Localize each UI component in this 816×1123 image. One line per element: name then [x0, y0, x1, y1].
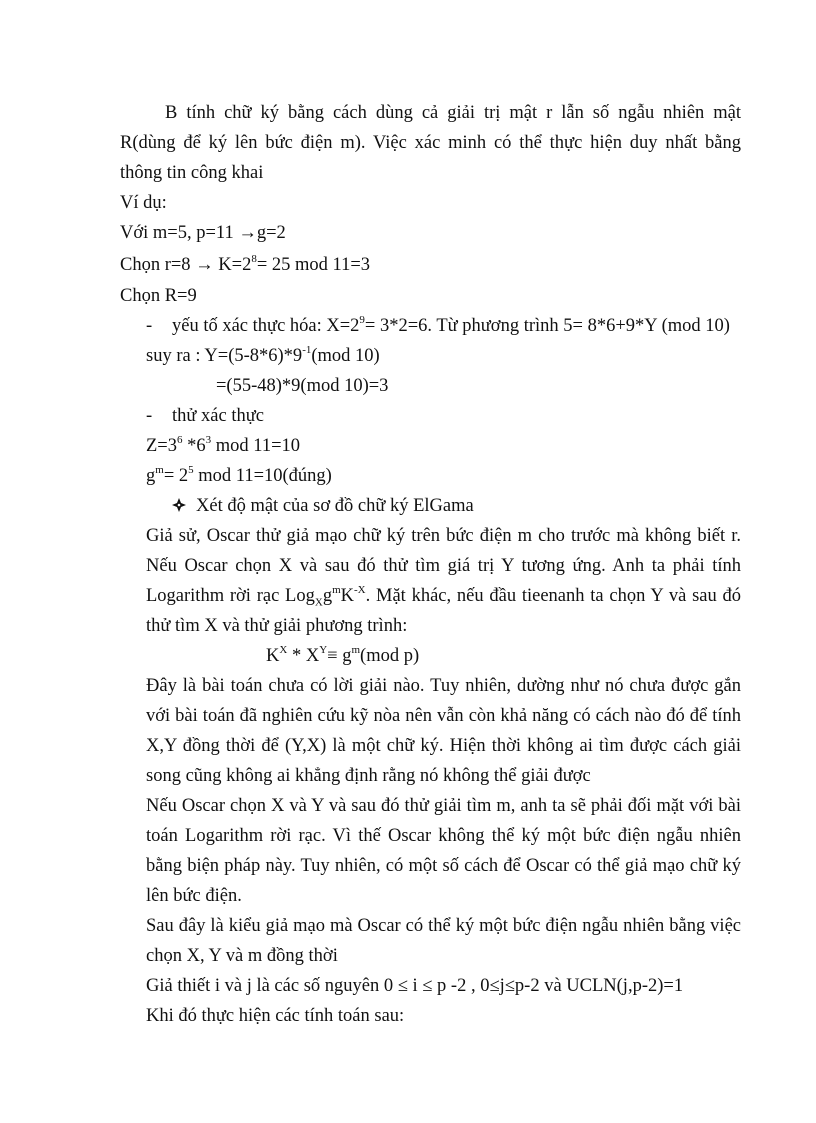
paragraph-line: song cũng không ai khẳng định rằng nó không thể giải được: [146, 766, 591, 786]
paragraph-line: Sau đây là kiểu giả mạo mà Oscar có thể ký một bức điện ngẫu nhiên bằng việc: [146, 916, 741, 936]
example-line: Chọn $r=8 \to K=2^8= 25$ mod 11=3: [120, 252, 371, 275]
example-line: Chọn R=9: [120, 286, 197, 306]
dash-list-item: - thử xác thực: [146, 406, 264, 426]
paragraph-line: toán Logarithm rời rạc. Vì thế Oscar không thể ký một bức điện ngẫu nhiên: [146, 826, 741, 846]
paragraph-line: Khi đó thực hiện các tính toán sau:: [146, 1006, 405, 1026]
equation-line: suy ra : $Y=(5-8*6)*9^{-1}(mod$ 10): [146, 343, 380, 366]
paragraph-line: Đây là bài toán chưa có lời giải nào. Tuy nhiên, dường như nó chưa được gắn: [146, 676, 741, 696]
paragraph-line: bằng biện pháp này. Tuy nhiên, có một số cách để Oscar có thể giả mạo chữ ký: [146, 856, 741, 876]
paragraph-line: với bài toán đã nghiên cứu kỹ nòa nên vẫn còn khả năng có cách nào đó để tính: [146, 706, 741, 726]
diamond-bullet-icon: [172, 498, 186, 512]
paragraph-line: Nếu Oscar chọn X và Y và sau đó thử giải tìm m, anh ta sẽ phải đối mặt với bài: [146, 796, 741, 816]
paragraph-line: thông tin công khai: [120, 163, 264, 183]
paragraph-line: Logarithm rời rạc $Log_Xg^mK^{-X}$. Mặt khác, nếu đầu tieenanh ta chọn Y và sau đó: [146, 583, 741, 609]
paragraph-line: chọn X, Y và m đồng thời: [146, 946, 338, 966]
example-heading: Ví dụ:: [120, 193, 167, 213]
paragraph-line: R(dùng để ký lên bức điện m). Việc xác minh có thể thực hiện duy nhất bằng: [120, 133, 741, 153]
paragraph-line: Nếu Oscar chọn X và sau đó thử tìm giá trị Y tương ứng. Anh ta phải tính: [146, 556, 741, 576]
paragraph-line: B tính chữ ký bằng cách dùng cả giải trị mật r lẫn số ngẫu nhiên mật: [165, 103, 741, 123]
equation-line: $g^m= 2^5$ mod 11=10(đúng): [146, 463, 332, 486]
example-line: Với m=5, p=11 →g=2: [120, 223, 286, 243]
paragraph-line: X,Y đồng thời để (Y,X) là một chữ ký. Hiện thời không ai tìm được cách giải: [146, 736, 741, 756]
paragraph-line: lên bức điện.: [146, 886, 242, 906]
paragraph-line: thử tìm X và thử giải phương trình:: [146, 616, 408, 636]
paragraph-line: Giả sử, Oscar thử giả mạo chữ ký trên bức điện m cho trước mà không biết r.: [146, 526, 741, 546]
dash-list-item: - yếu tố xác thực hóa: $X=2^9= 3*2=6$. Từ phương trình 5= 8*6+9*Y (mod 10): [146, 313, 730, 336]
section-heading: Xét độ mật của sơ đồ chữ ký ElGama: [172, 491, 474, 521]
equation-line: $K^X * X^Y\equiv g^m(mod$ p): [266, 643, 420, 666]
paragraph-line: Giả thiết i và j là các số nguyên 0 ≤ i ≤ p -2 , 0≤j≤p-2 và UCLN(j,p-2)=1: [146, 976, 684, 996]
equation-line: $Z=3^6$ $*6^3$ mod 11=10: [146, 433, 300, 456]
equation-line: =(55-48)*9(mod 10)=3: [216, 376, 389, 396]
